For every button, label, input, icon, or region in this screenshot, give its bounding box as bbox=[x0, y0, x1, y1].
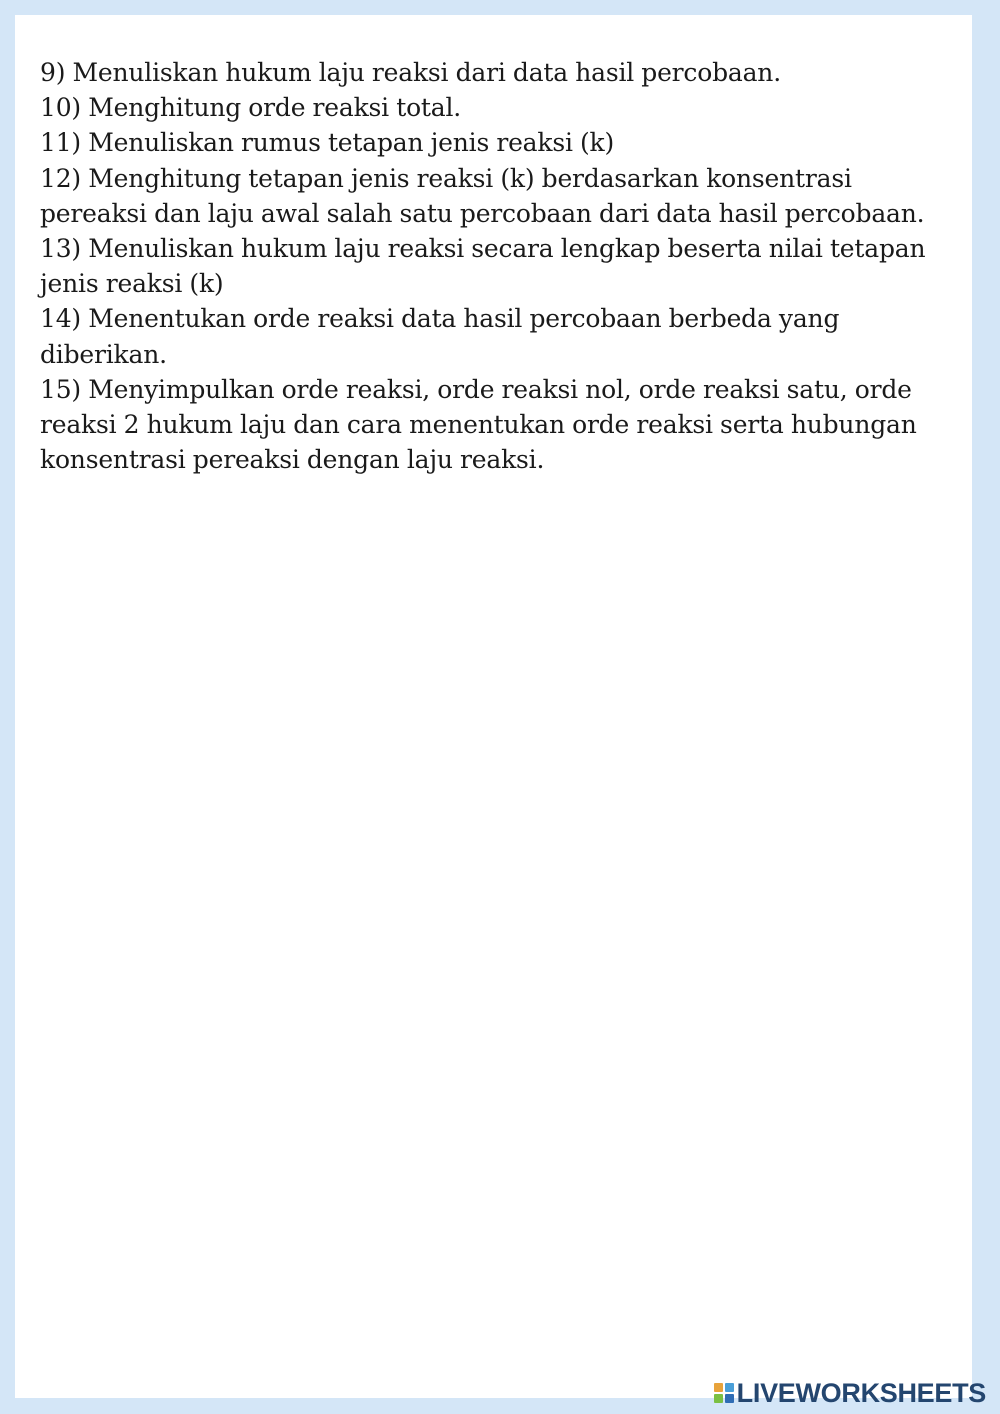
list-item: 13) Menuliskan hukum laju reaksi secara lengkap beserta nilai tetapan jenis reaksi (k) bbox=[40, 234, 926, 299]
list-item: 14) Menentukan orde reaksi data hasil percobaan berbeda yang diberikan. bbox=[40, 304, 840, 369]
list-item: 11) Menuliskan rumus tetapan jenis reaksi (k) bbox=[40, 128, 615, 158]
list-item: 10) Menghitung orde reaksi total. bbox=[40, 93, 462, 123]
list-item: 9) Menuliskan hukum laju reaksi dari data hasil percobaan. bbox=[40, 58, 781, 87]
list-item: 15) Menyimpulkan orde reaksi, orde reaksi nol, orde reaksi satu, orde reaksi 2 hukum laju dan cara menentukan orde reaksi serta hubungan konsentrasi pereaksi dengan laju reaksi. bbox=[40, 374, 917, 475]
liveworksheets-logo-icon bbox=[714, 1383, 734, 1403]
worksheet-page bbox=[15, 15, 972, 1398]
objectives-list bbox=[40, 55, 955, 477]
list-item: 12) Menghitung tetapan jenis reaksi (k) berdasarkan konsentrasi pereaksi dan laju awal salah satu percobaan dari data hasil percobaan. bbox=[40, 163, 925, 228]
liveworksheets-logo bbox=[714, 1378, 986, 1408]
logo-text: LIVEWORKSHEETS bbox=[736, 1378, 986, 1408]
